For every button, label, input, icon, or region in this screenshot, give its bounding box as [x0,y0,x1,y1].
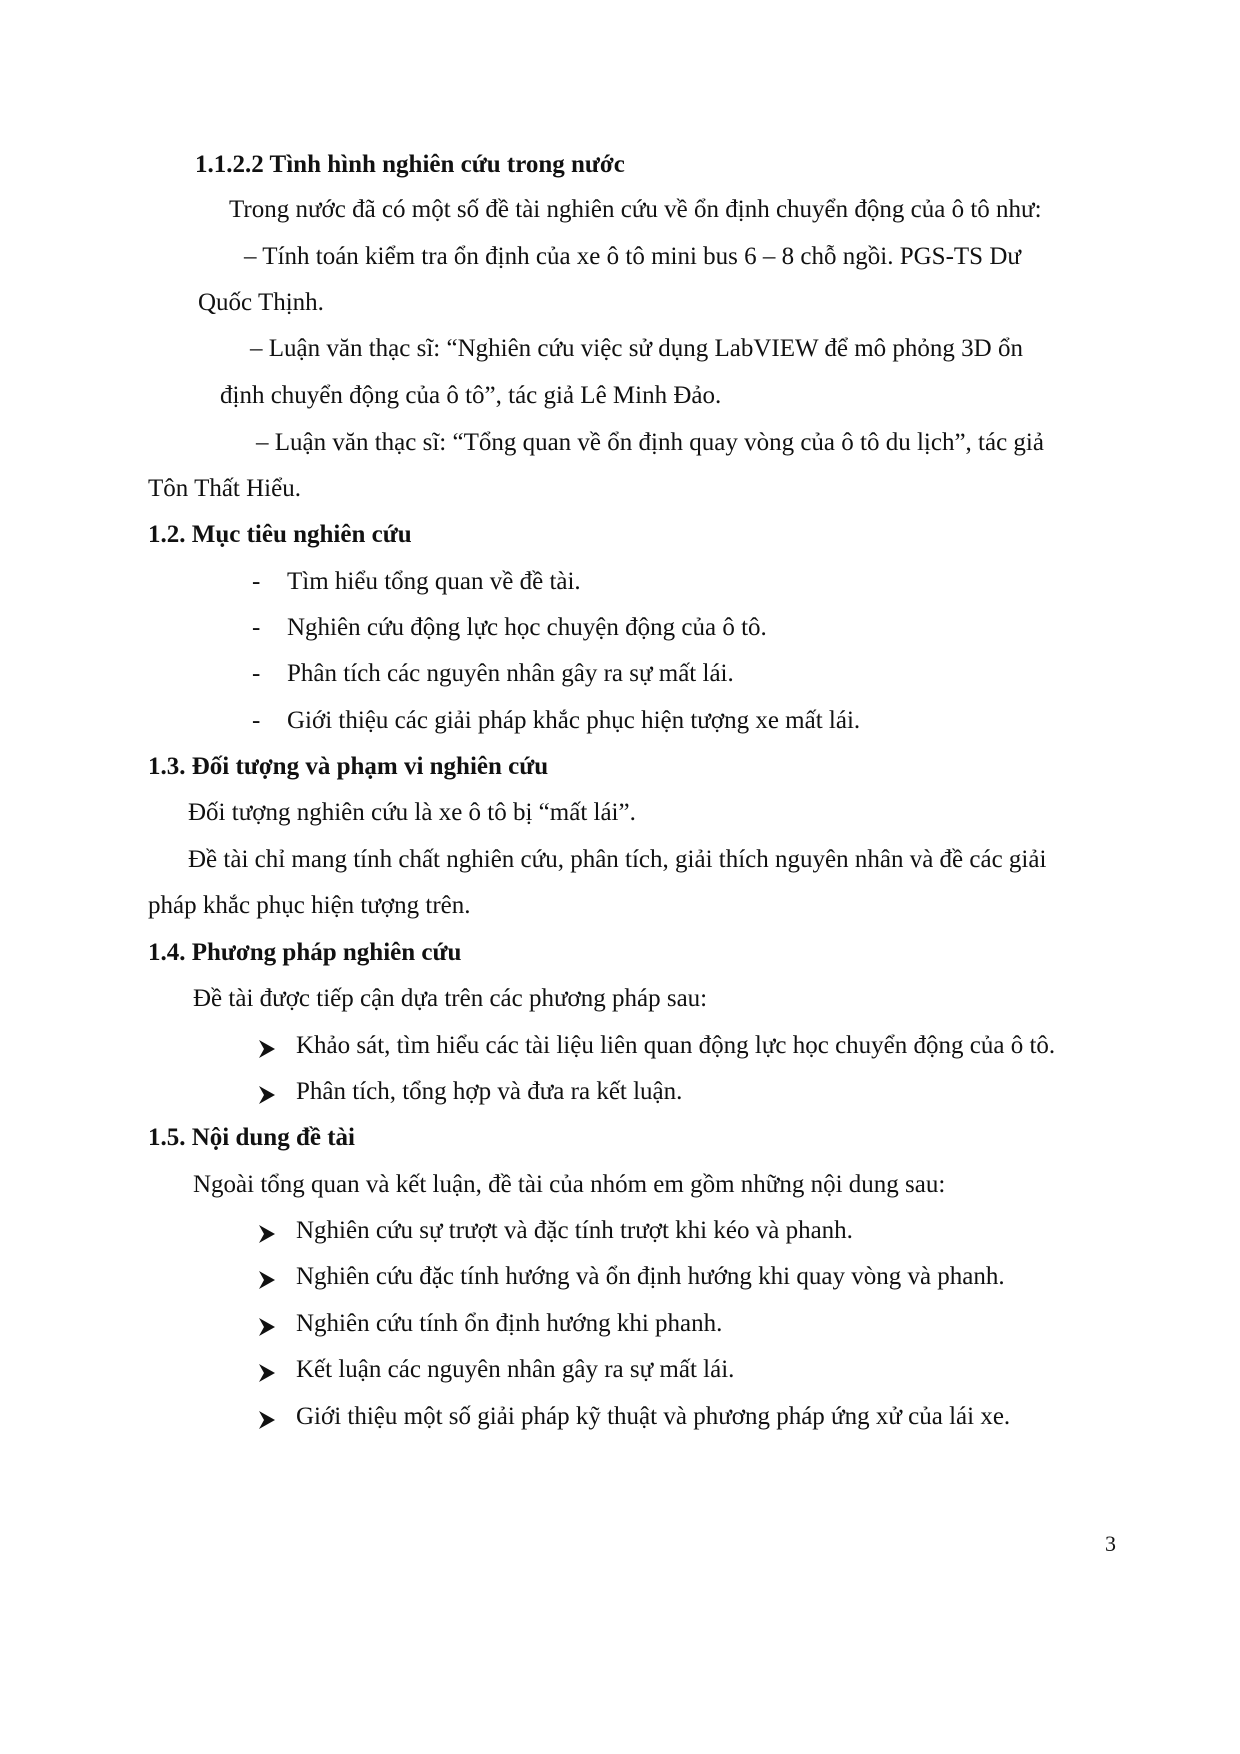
goal-item-1: Tìm hiểu tổng quan về đề tài. [287,568,581,595]
arrow-bullet-icon [258,1270,276,1290]
paragraph-intro: Trong nước đã có một số đề tài nghiên cứu về ổn định chuyển động của ô tô như: [229,196,1042,223]
section-heading-1-2: 1.2. Mục tiêu nghiên cứu [148,521,412,548]
arrow-bullet-icon [258,1224,276,1244]
dash-bullet: - [252,707,261,734]
goal-item-4: Giới thiệu các giải pháp khắc phục hiện tượng xe mất lái. [287,707,861,734]
section-heading-1-1-2-2: 1.1.2.2 Tình hình nghiên cứu trong nước [195,151,625,178]
goal-item-2: Nghiên cứu động lực học chuyện động của ô tô. [287,614,767,641]
page-number: 3 [1105,1531,1116,1556]
paragraph-scope-line2: pháp khắc phục hiện tượng trên. [148,892,471,919]
paragraph-content-intro: Ngoài tổng quan và kết luận, đề tài của nhóm em gồm những nội dung sau: [193,1171,946,1198]
list-item-3-line1: – Luận văn thạc sĩ: “Tổng quan về ổn định quay vòng của ô tô du lịch”, tác giả [256,429,1044,456]
method-item-2: Phân tích, tổng hợp và đưa ra kết luận. [296,1078,683,1105]
arrow-bullet-icon [258,1410,276,1430]
content-item-3: Nghiên cứu tính ổn định hướng khi phanh. [296,1310,723,1337]
list-item-2-line1: – Luận văn thạc sĩ: “Nghiên cứu việc sử dụng LabVIEW để mô phỏng 3D ổn [250,335,1023,362]
dash-bullet: - [252,660,261,687]
paragraph-object: Đối tượng nghiên cứu là xe ô tô bị “mất lái”. [188,799,636,826]
method-item-1: Khảo sát, tìm hiểu các tài liệu liên quan động lực học chuyển động của ô tô. [296,1032,1056,1059]
dash-bullet: - [252,614,261,641]
paragraph-method-intro: Đề tài được tiếp cận dựa trên các phương pháp sau: [193,985,708,1012]
section-heading-1-5: 1.5. Nội dung đề tài [148,1124,355,1151]
arrow-bullet-icon [258,1363,276,1383]
content-item-2: Nghiên cứu đặc tính hướng và ổn định hướng khi quay vòng và phanh. [296,1263,1005,1290]
section-heading-1-4: 1.4. Phương pháp nghiên cứu [148,939,462,966]
content-item-1: Nghiên cứu sự trượt và đặc tính trượt khi kéo và phanh. [296,1217,853,1244]
arrow-bullet-icon [258,1317,276,1337]
list-item-3-line2: Tôn Thất Hiểu. [148,475,301,502]
arrow-bullet-icon [258,1085,276,1105]
content-item-4: Kết luận các nguyên nhân gây ra sự mất lái. [296,1356,735,1383]
list-item-1-line2: Quốc Thịnh. [198,289,324,316]
dash-bullet: - [252,568,261,595]
content-item-5: Giới thiệu một số giải pháp kỹ thuật và phương pháp ứng xử của lái xe. [296,1403,1011,1430]
list-item-2-line2: định chuyển động của ô tô”, tác giả Lê Minh Đảo. [220,382,722,409]
goal-item-3: Phân tích các nguyên nhân gây ra sự mất lái. [287,660,734,687]
section-heading-1-3: 1.3. Đối tượng và phạm vi nghiên cứu [148,753,549,780]
arrow-bullet-icon [258,1039,276,1059]
paragraph-scope-line1: Đề tài chỉ mang tính chất nghiên cứu, phân tích, giải thích nguyên nhân và đề các giải [188,846,1047,873]
list-item-1-line1: – Tính toán kiểm tra ổn định của xe ô tô mini bus 6 – 8 chỗ ngồi. PGS-TS Dư [244,243,1021,270]
